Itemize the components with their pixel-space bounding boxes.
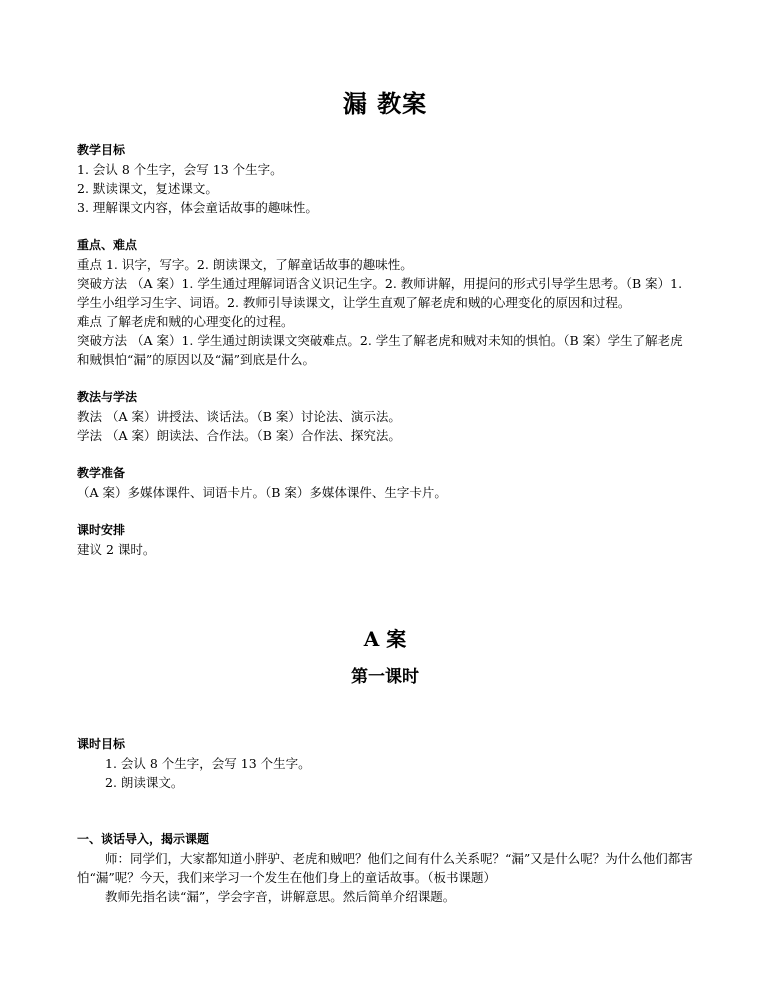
lesson-body [77, 735, 693, 906]
goal-line: 3. 理解课文内容，体会童话故事的趣味性。 [77, 200, 318, 215]
document-body [77, 141, 693, 559]
lesson-goals-heading: 课时目标 [77, 737, 126, 751]
intro-paragraph: 师：同学们，大家都知道小胖驴、老虎和贼吧？他们之间有什么关系呢？“漏”又是什么呢？为什么他们都害怕“漏”呢？今天，我们来学习一个发生在他们身上的童话故事。（板书课题） [77, 851, 693, 885]
document-title: 漏 教案 [342, 89, 428, 118]
lesson-goal-line: 1. 会认 8 个生字，会写 13 个生字。 [105, 756, 311, 771]
intro-section-heading: 一、谈话导入，揭示课题 [77, 832, 210, 846]
teaching-method-line: 教法 （A 案）讲授法、谈话法。（B 案）讨论法、演示法。 [77, 409, 401, 424]
schedule-line: 建议 2 课时。 [77, 542, 156, 557]
intro-paragraph: 教师先指名读“漏”，学会字音，讲解意思。然后简单介绍课题。 [105, 889, 456, 904]
section-heading-schedule: 课时安排 [77, 523, 126, 537]
key-point-line: 重点 1. 识字，写字。2. 朗读课文，了解童话故事的趣味性。 [77, 257, 413, 272]
lesson-one-heading: 第一课时 [351, 667, 419, 687]
section-heading-goals: 教学目标 [77, 143, 126, 157]
learning-method-line: 学法 （A 案）朗读法、合作法。（B 案）合作法、探究法。 [77, 428, 401, 443]
case-a-heading: A 案 [363, 627, 407, 651]
difficulty-line: 难点 了解老虎和贼的心理变化的过程。 [77, 314, 294, 329]
section-heading-methods: 教法与学法 [77, 390, 138, 404]
preparation-line: （A 案）多媒体课件、词语卡片。（B 案）多媒体课件、生字卡片。 [77, 485, 447, 500]
key-breakthrough-paragraph: 突破方法 （A 案）1. 学生通过理解词语含义识记生字。2. 教师讲解，用提问的形式引导学生思考。（B 案）1. 学生小组学习生字、词语。2. 教师引导读课文，让学生直观了解老虎和贼的心理变化的原因和过程。 [77, 276, 683, 310]
goal-line: 2. 默读课文，复述课文。 [77, 181, 218, 196]
lesson-goal-line: 2. 朗读课文。 [105, 775, 184, 790]
difficulty-breakthrough-paragraph: 突破方法 （A 案）1. 学生通过朗读课文突破难点。2. 学生了解老虎和贼对未知的惧怕。（B 案）学生了解老虎和贼惧怕“漏”的原因以及“漏”到底是什么。 [77, 333, 683, 367]
section-heading-key-points: 重点、难点 [77, 238, 138, 252]
goal-line: 1. 会认 8 个生字，会写 13 个生字。 [77, 162, 283, 177]
section-heading-preparation: 教学准备 [77, 466, 126, 480]
